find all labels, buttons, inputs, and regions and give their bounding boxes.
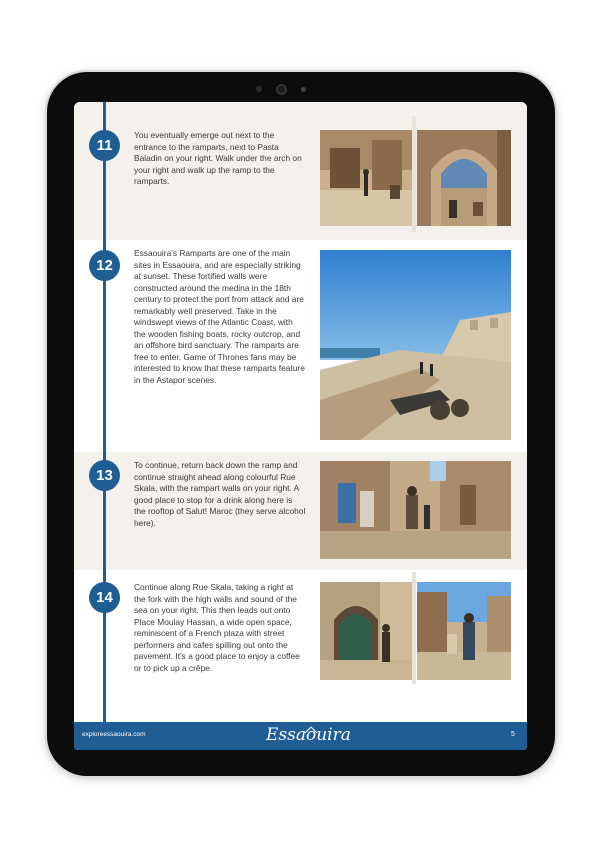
courtyard-photo bbox=[320, 130, 412, 226]
page-number: 5 bbox=[511, 731, 515, 738]
timeline-line bbox=[103, 102, 106, 722]
step-text: You eventually emerge out next to the entrance to the ramparts, next to Pasta Baladin on your right. Walk under the arch on your right and walk up the ramp to the ramparts. bbox=[134, 130, 302, 186]
photo-divider bbox=[412, 116, 416, 232]
stone-arch-photo bbox=[417, 130, 511, 226]
place-moulay-hassan-photo bbox=[417, 582, 511, 680]
rue-skala-street-photo bbox=[320, 461, 511, 559]
step-text: Essaouira's Ramparts are one of the main sites in Essaouira, and are especially striking at sunset. These fortified walls were constructed around the medina in the 18th century to protect the port from attack and are remarkably well preserved. Take in the windswept views of the Atlantic Coast, with the wooden fishing boats, rocky outcrop, and an offshore bird sanctuary. The ramparts are free to enter. Game of Thrones fans may be interested to know that these ramparts feature in the Astapor scenes. bbox=[134, 248, 305, 385]
logo-roof-icon bbox=[304, 726, 318, 734]
camera-icon bbox=[276, 84, 287, 95]
page-footer bbox=[74, 722, 527, 750]
sensor-icon bbox=[256, 86, 262, 92]
step-number: 14 bbox=[89, 582, 120, 613]
ramparts-cannon-photo bbox=[320, 250, 511, 440]
footer-logo: Essaouira bbox=[266, 725, 351, 745]
step-text: To continue, return back down the ramp and continue straight ahead along colourful Rue Skala, with the rampart walls on your right. A good place to stop for a drink along here is the rooftop of Salut! Maroc (they serve alcohol here). bbox=[134, 460, 306, 528]
camera-bar bbox=[249, 82, 313, 96]
photo-divider bbox=[412, 572, 416, 684]
footer-url[interactable]: exploreessaouira.com bbox=[82, 731, 146, 738]
archway-street-photo bbox=[320, 582, 412, 680]
flash-icon bbox=[301, 87, 306, 92]
step-number: 13 bbox=[89, 460, 120, 491]
step-number: 11 bbox=[89, 130, 120, 161]
step-text: Continue along Rue Skala, taking a right at the fork with the high walls and sound of the sea on your right. This then leads out onto Place Moulay Hassan, a wide open space, reminiscent of a French plaza with street performers and cafes spilling out onto the pavement. It's a good place to enjoy a coffee or to pick up a crêpe. bbox=[134, 582, 300, 673]
step-number: 12 bbox=[89, 250, 120, 281]
tablet-screen bbox=[74, 102, 527, 750]
